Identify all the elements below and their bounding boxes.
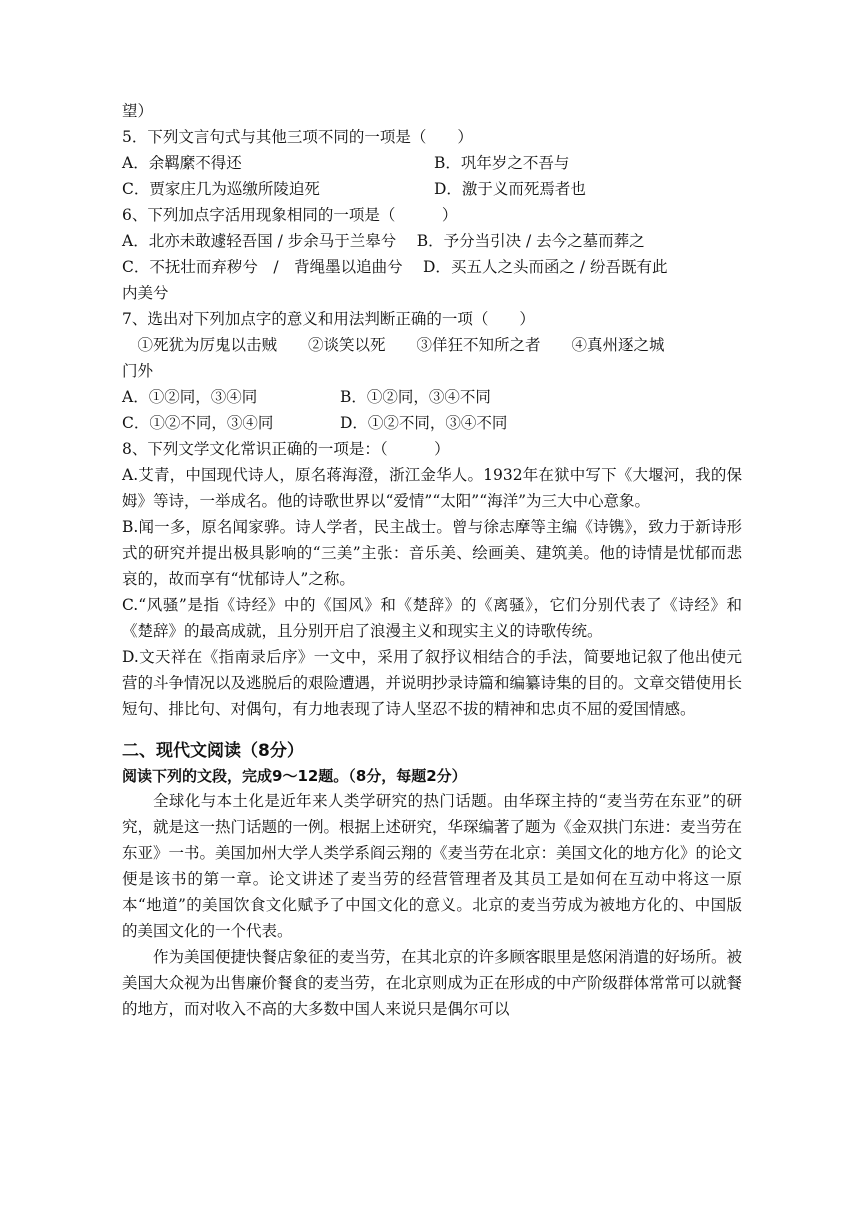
q5-options-cd bbox=[122, 176, 742, 202]
q5-stem: 5．下列文言句式与其他三项不同的一项是（ ） bbox=[122, 128, 473, 146]
q5-option-c: C．贾家庄几为巡缴所陵迫死 bbox=[122, 180, 320, 198]
q5-option-b: B．巩年岁之不吾与 bbox=[434, 154, 570, 172]
question-5 bbox=[122, 124, 742, 202]
q4-tail: 望） bbox=[122, 102, 154, 120]
q8-option-b: B.闻一多，原名闻家骅。诗人学者，民主战士。曾与徐志摩等主编《诗镌》，致力于新诗形式的研究并提出极具影响的“三美”主张：音乐美、绘画美、建筑美。他的诗情是忧郁而悲哀的，故而享有“忧郁诗人”之称。 bbox=[122, 518, 742, 588]
document-page bbox=[122, 98, 742, 1022]
q6-options-line2: C．不抚壮而弃秽兮 / 背绳墨以追曲兮 D．买五人之头而函之 / 纷吾既有此 bbox=[122, 258, 668, 276]
question-7 bbox=[122, 306, 742, 436]
q7-stem: 7、选出对下列加点字的意义和用法判断正确的一项（ ） bbox=[122, 310, 535, 328]
q8-option-c: C.“风骚”是指《诗经》中的《国风》和《楚辞》的《离骚》，它们分别代表了《诗经》和《楚辞》的最高成就，且分别开启了浪漫主义和现实主义的诗歌传统。 bbox=[122, 596, 742, 640]
q5-options-ab bbox=[122, 150, 742, 176]
q7-option-c: C．①②不同，③④同 bbox=[122, 414, 274, 432]
section-2-heading: 二、现代文阅读（8分） bbox=[122, 741, 304, 761]
q7-option-d: D．①②不同，③④不同 bbox=[340, 414, 508, 432]
q8-option-a: A.艾青，中国现代诗人，原名蒋海澄，浙江金华人。1932年在狱中写下《大堰河，我的保姆》等诗，一举成名。他的诗歌世界以“爱情”“太阳”“海洋”为三大中心意象。 bbox=[122, 466, 742, 510]
q7-option-b: B．①②同，③④不同 bbox=[340, 388, 491, 406]
passage-paragraph-1: 全球化与本土化是近年来人类学研究的热门话题。由华琛主持的“麦当劳在东亚”的研究，就是这一热门话题的一例。根据上述研究，华琛编著了题为《金双拱门东进：麦当劳在东亚》一书。美国加州大学人类学系阎云翔的《麦当劳在北京：美国文化的地方化》的论文便是该书的第一章。论文讲述了麦当劳的经营管理者及其员工是如何在互动中将这一原本“地道”的美国饮食文化赋予了中国文化的意义。北京的麦当劳成为被地方化的、中国版的美国文化的一个代表。 bbox=[122, 792, 743, 940]
section-2-instruction: 阅读下列的文段，完成9～12题。（8分，每题2分） bbox=[122, 767, 467, 785]
question-6 bbox=[122, 202, 742, 306]
q7-items-line2: 门外 bbox=[122, 362, 154, 380]
q7-option-a: A．①②同，③④同 bbox=[122, 388, 258, 406]
passage-paragraph-2: 作为美国便捷快餐店象征的麦当劳，在其北京的许多顾客眼里是悠闲消遣的好场所。被美国大众视为出售廉价餐食的麦当劳，在北京则成为正在形成的中产阶级群体常常可以就餐的地方，而对收入不高的大多数中国人来说只是偶尔可以 bbox=[122, 948, 743, 1018]
q8-option-d: D.文天祥在《指南录后序》一文中，采用了叙抒议相结合的手法，简要地记叙了他出使元营的斗争情况以及逃脱后的艰险遭遇，并说明抄录诗篇和编纂诗集的目的。文章交错使用长短句、排比句、对偶句，有力地表现了诗人坚忍不拔的精神和忠贞不屈的爱国情感。 bbox=[122, 648, 743, 718]
section-2 bbox=[122, 738, 742, 1022]
q7-items-line1: ①死犹为厉鬼以击贼 ②谈笑以死 ③佯狂不知所之者 ④真州逐之城 bbox=[122, 336, 665, 354]
question-8 bbox=[122, 436, 742, 722]
q8-stem: 8、下列文学文化常识正确的一项是：（ ） bbox=[122, 440, 450, 458]
q7-options-cd bbox=[122, 410, 742, 436]
q6-options-line1: A．北亦未敢遽轻吾国 / 步余马于兰皋兮 B．予分当引决 / 去今之墓而葬之 bbox=[122, 232, 645, 250]
q7-options-ab bbox=[122, 384, 742, 410]
q6-options-line3: 内美兮 bbox=[122, 284, 169, 302]
q5-option-a: A．余羁縻不得还 bbox=[122, 154, 242, 172]
q5-option-d: D．激于义而死焉者也 bbox=[434, 180, 586, 198]
q6-stem: 6、下列加点字活用现象相同的一项是（ ） bbox=[122, 206, 458, 224]
